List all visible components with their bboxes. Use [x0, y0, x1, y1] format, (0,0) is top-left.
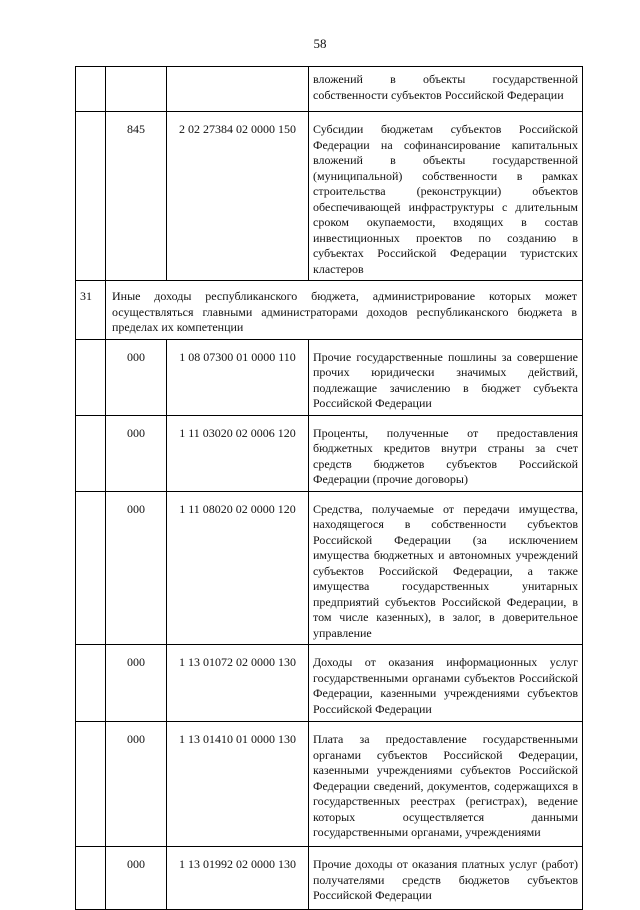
admin-code-cell: 000 [106, 722, 167, 847]
budget-code-cell: 1 13 01410 01 0000 130 [167, 722, 309, 847]
admin-code-cell: 000 [106, 645, 167, 722]
table-row [76, 645, 583, 722]
admin-code-cell [106, 67, 167, 112]
row-number-cell [76, 112, 106, 281]
section-number: 31 [76, 281, 106, 340]
description-cell: Проценты, полученные от предоставления бюджетных кредитов внутри страны за счет средств бюджетов субъектов Российской Федерации (прочие договоры) [309, 415, 583, 491]
page-number: 58 [313, 36, 327, 51]
description-cell: Плата за предоставление государственными органами субъектов Российской Федерации, казенными учреждениями субъектов Российской Федерации сведений, документов, содержащихся в государственных реестрах (регистрах), ведение которых осуществляется данными государственными органами, учреждениями [309, 722, 583, 847]
row-number-cell [76, 67, 106, 112]
table-row [76, 339, 583, 415]
description-cell: вложений в объекты государственной собственности субъектов Российской Федерации [309, 67, 583, 112]
row-number-cell [76, 847, 106, 910]
admin-code-cell: 845 [106, 112, 167, 281]
table-row [76, 67, 583, 112]
section-row [76, 281, 583, 340]
description-cell: Прочие доходы от оказания платных услуг (работ) получателями средств бюджетов субъектов Российской Федерации [309, 847, 583, 910]
budget-revenue-table [75, 66, 583, 910]
row-number-cell [76, 645, 106, 722]
budget-code-cell: 1 11 03020 02 0006 120 [167, 415, 309, 491]
admin-code-cell: 000 [106, 339, 167, 415]
budget-code-cell: 1 11 08020 02 0000 120 [167, 491, 309, 645]
row-number-cell [76, 339, 106, 415]
description-cell: Прочие государственные пошлины за совершение прочих юридически значимых действий, подлежащие зачислению в бюджет субъекта Российской Федерации [309, 339, 583, 415]
budget-code-cell [167, 67, 309, 112]
section-title: Иные доходы республиканского бюджета, администрирование которых может осуществляться главными администраторами доходов республиканского бюджета в пределах их компетенции [106, 281, 583, 340]
admin-code-cell: 000 [106, 491, 167, 645]
budget-code-cell: 1 08 07300 01 0000 110 [167, 339, 309, 415]
budget-code-cell: 2 02 27384 02 0000 150 [167, 112, 309, 281]
description-cell: Средства, получаемые от передачи имущества, находящегося в собственности субъектов Российской Федерации (за исключением имущества бюджетных и автономных учреждений субъектов Российской Федерации, а также имущества государственных унитарных предприятий субъектов Российской Федерации, в том числе казенных), в залог, в доверительное управление [309, 491, 583, 645]
row-number-cell [76, 722, 106, 847]
budget-code-cell: 1 13 01992 02 0000 130 [167, 847, 309, 910]
description-cell: Доходы от оказания информационных услуг государственными органами субъектов Российской Федерации, казенными учреждениями субъектов Российской Федерации [309, 645, 583, 722]
admin-code-cell: 000 [106, 415, 167, 491]
table-row [76, 491, 583, 645]
row-number-cell [76, 415, 106, 491]
table-row [76, 415, 583, 491]
table-row [76, 112, 583, 281]
admin-code-cell: 000 [106, 847, 167, 910]
table-row [76, 722, 583, 847]
table-row [76, 847, 583, 910]
row-number-cell [76, 491, 106, 645]
description-cell: Субсидии бюджетам субъектов Российской Федерации на софинансирование капитальных вложений в объекты государственной (муниципальной) собственности в рамках строительства (реконструкции) объектов обеспечивающей инфраструктуры с длительным сроком окупаемости, входящих в состав инвестиционных проектов по созданию в субъектах Российской Федерации туристских кластеров [309, 112, 583, 281]
budget-code-cell: 1 13 01072 02 0000 130 [167, 645, 309, 722]
